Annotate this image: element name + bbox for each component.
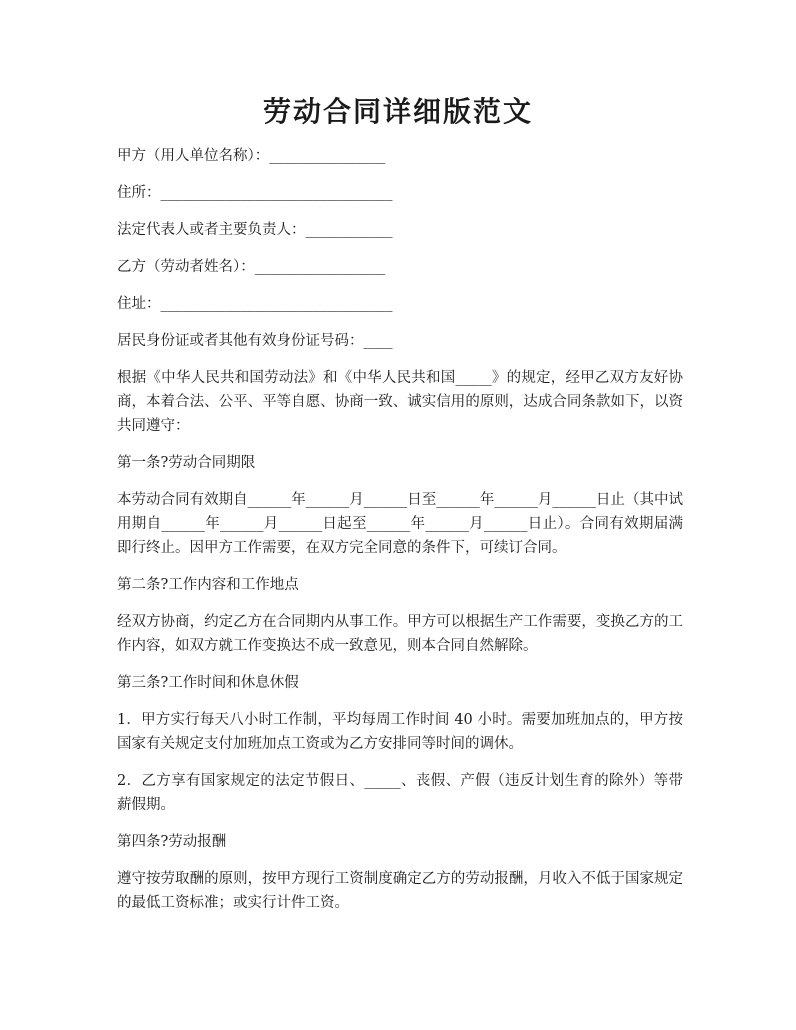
field-blank: ____ <box>363 333 393 349</box>
field-blank: ________________________________ <box>160 185 393 201</box>
article-heading-1: 第一条?劳动合同期限 <box>117 455 256 471</box>
article-heading-2: 第二条?工作内容和工作地点 <box>117 577 299 593</box>
field-employee-address <box>117 292 683 316</box>
field-legal-representative <box>117 218 683 242</box>
field-blank: __________________ <box>254 259 386 275</box>
field-label: 居民身份证或者其他有效身份证号码： <box>117 333 364 349</box>
article-heading-3: 第三条?工作时间和休息休假 <box>117 675 299 691</box>
field-id-number <box>117 329 683 353</box>
field-label: 法定代表人或者主要负责人： <box>117 222 306 238</box>
paragraph-work-content: 经双方协商，约定乙方在合同期内从事工作。甲方可以根据生产工作需要，变换乙方的工作内容，如双方就工作变换达不成一致意见，则本合同自然解除。 <box>117 614 683 654</box>
field-label: 住址： <box>117 296 161 312</box>
field-employer-address <box>117 181 683 205</box>
field-employee-name <box>117 255 683 279</box>
field-label: 乙方（劳动者姓名）： <box>117 259 255 275</box>
document-body <box>117 144 683 928</box>
article-heading-4: 第四条?劳动报酬 <box>117 834 227 850</box>
field-label: 住所： <box>117 185 161 201</box>
paragraph-preamble: 根据《中华人民共和国劳动法》和《中华人民共和国_____》的规定，经甲乙双方友好协商，本着合法、公平、平等自愿、协商一致、诚实信用的原则，达成合同条款如下，以资共同遵守： <box>117 370 683 434</box>
paragraph-remuneration: 遵守按劳取酬的原则，按甲方现行工资制度确定乙方的劳动报酬，月收入不低于国家规定的最低工资标准；或实行计件工资。 <box>117 871 683 911</box>
field-employer-name <box>117 144 683 168</box>
field-label: 甲方（用人单位名称）： <box>117 148 270 164</box>
paragraph-paid-leave: 2．乙方享有国家规定的法定节假日、_____、丧假、产假（违反计划生育的除外）等带薪假期。 <box>117 773 683 813</box>
field-blank: ________________ <box>269 148 386 164</box>
paragraph-contract-term: 本劳动合同有效期自______年______月______日至______年______月______日止（其中试用期自______年______月______日起至______年______月______日止）。合同有效期届满即行终止。因甲方工作需要，在双方完全同意的条件下，可续订合同。 <box>117 492 683 556</box>
paragraph-working-hours: 1．甲方实行每天八小时工作制，平均每周工作时间 40 小时。需要加班加点的，甲方按国家有关规定支付加班加点工资或为乙方安排同等时间的调休。 <box>117 712 683 752</box>
field-blank: ____________ <box>305 222 393 238</box>
document-title: 劳动合同详细版范文 <box>262 95 533 128</box>
field-blank: ________________________________ <box>160 296 393 312</box>
